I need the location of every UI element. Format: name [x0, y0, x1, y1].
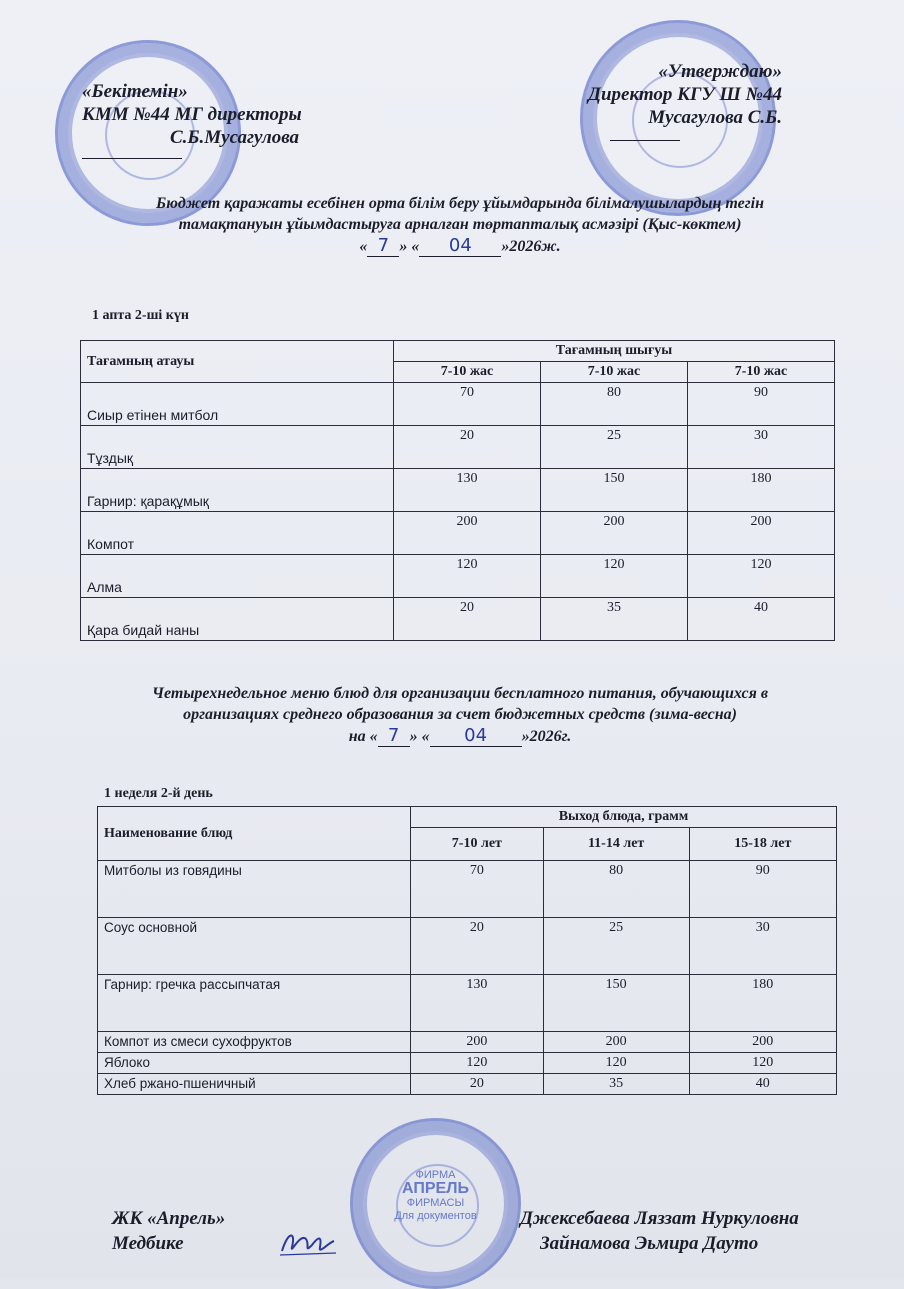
dish-name: Гарнир: гречка рассыпчатая [98, 975, 411, 1032]
stamp-firm-text: ФИРМА [415, 1169, 456, 1181]
approval-ru-position: Директор КГУ Ш №44 [588, 84, 782, 105]
table-row [98, 975, 837, 1032]
approval-block-kz [82, 80, 302, 149]
dish-name: Гарнир: қарақұмық [81, 469, 394, 512]
table-row [81, 469, 835, 512]
portion-value: 200 [688, 512, 835, 555]
dish-name: Тұздық [81, 426, 394, 469]
dish-name: Соус основной [98, 918, 411, 975]
approval-ru-heading: «Утверждаю» [658, 61, 782, 82]
nurse-title: Медбике [112, 1233, 184, 1254]
portion-value: 200 [543, 1032, 689, 1053]
table-row [98, 1053, 837, 1074]
portion-value: 150 [543, 975, 689, 1032]
dish-name: Яблоко [98, 1053, 411, 1074]
portion-value: 20 [394, 426, 541, 469]
approval-ru-name: Мусагулова С.Б. [648, 107, 782, 128]
table-row [98, 918, 837, 975]
portion-value: 90 [688, 383, 835, 426]
approval-block-ru [588, 60, 782, 129]
stamp-docs-text: Для документов [394, 1210, 477, 1222]
stamp-company-name: АПРЕЛЬ [402, 1180, 469, 1197]
handwritten-signature [278, 1225, 338, 1267]
date-kz-prefix: « [359, 238, 368, 255]
dish-name: Қара бидай наны [81, 598, 394, 641]
signature-line-left [82, 158, 182, 159]
portion-value: 20 [411, 1074, 544, 1095]
table-row [81, 598, 835, 641]
signature-block-right [520, 1206, 799, 1256]
table-row [98, 861, 837, 918]
portion-value: 120 [541, 555, 688, 598]
date-ru-day: 7 [378, 725, 410, 747]
title-kz [60, 193, 860, 257]
portion-value: 180 [688, 469, 835, 512]
header-age-col: 7-10 жас [394, 362, 541, 383]
week-label-kz: 1 апта 2-ші күн [92, 308, 189, 323]
menu-table-ru [97, 806, 837, 1095]
dish-name: Митболы из говядины [98, 861, 411, 918]
portion-value: 70 [394, 383, 541, 426]
header-dish-name-kz: Тағамның атауы [81, 341, 394, 383]
portion-value: 25 [541, 426, 688, 469]
header-age-col: 11-14 лет [543, 828, 689, 861]
company-name: ЖК «Апрель» [112, 1208, 226, 1229]
signer-name-1: Джексебаева Ляззат Нуркуловна [520, 1208, 799, 1229]
menu-table-kz [80, 340, 835, 641]
portion-value: 200 [689, 1032, 836, 1053]
header-age-col: 15-18 лет [689, 828, 836, 861]
portion-value: 90 [689, 861, 836, 918]
header-age-col: 7-10 лет [411, 828, 544, 861]
dish-name: Компот [81, 512, 394, 555]
header-yield-ru: Выход блюда, грамм [411, 807, 837, 828]
date-ru-suffix: »2026г. [521, 728, 572, 745]
title-kz-line1: Бюджет қаражаты есебінен орта білім беру ұйымдарында білімалушылардың тегін [156, 195, 764, 212]
portion-value: 40 [688, 598, 835, 641]
title-ru-line2: организациях среднего образования за счет бюджетных средств (зима-весна) [183, 706, 737, 723]
portion-value: 120 [543, 1053, 689, 1074]
signature-line-right [610, 140, 680, 141]
title-ru [60, 683, 860, 747]
portion-value: 20 [411, 918, 544, 975]
date-kz-mid: » « [399, 238, 420, 255]
title-kz-line2: тамақтануын ұйымдастыруға арналған төртапталық асмәзірі (Қыс-көктем) [178, 216, 742, 233]
title-ru-line1: Четырехнедельное меню блюд для организации бесплатного питания, обучающихся в [152, 685, 768, 702]
date-ru-mid: » « [409, 728, 430, 745]
table-row [98, 1074, 837, 1095]
date-ru-prefix: на « [348, 728, 378, 745]
date-line-ru [60, 725, 860, 747]
portion-value: 150 [541, 469, 688, 512]
dish-name: Алма [81, 555, 394, 598]
signer-name-2: Зайнамова Эьмира Даутo [540, 1233, 759, 1254]
header-age-col: 7-10 жас [688, 362, 835, 383]
table-row [81, 426, 835, 469]
portion-value: 35 [541, 598, 688, 641]
approval-kz-heading: «Бекітемін» [82, 81, 188, 102]
header-dish-name-ru: Наименование блюд [98, 807, 411, 861]
portion-value: 25 [543, 918, 689, 975]
portion-value: 200 [541, 512, 688, 555]
portion-value: 120 [689, 1053, 836, 1074]
date-kz-day: 7 [367, 235, 399, 257]
portion-value: 20 [394, 598, 541, 641]
portion-value: 30 [688, 426, 835, 469]
portion-value: 120 [411, 1053, 544, 1074]
portion-value: 130 [394, 469, 541, 512]
date-kz-suffix: »2026ж. [501, 238, 561, 255]
portion-value: 120 [688, 555, 835, 598]
company-stamp [350, 1118, 521, 1289]
table-row [81, 383, 835, 426]
portion-value: 180 [689, 975, 836, 1032]
portion-value: 130 [411, 975, 544, 1032]
header-yield-kz: Тағамның шығуы [394, 341, 835, 362]
portion-value: 70 [411, 861, 544, 918]
portion-value: 200 [394, 512, 541, 555]
week-label-ru: 1 неделя 2-й день [104, 786, 213, 801]
table-row [98, 1032, 837, 1053]
portion-value: 35 [543, 1074, 689, 1095]
table-row [81, 555, 835, 598]
table-row [81, 512, 835, 555]
signature-block-left [112, 1206, 225, 1256]
approval-kz-name: С.Б.Мусагулова [170, 127, 300, 148]
portion-value: 40 [689, 1074, 836, 1095]
date-kz-month: 04 [419, 235, 501, 257]
portion-value: 120 [394, 555, 541, 598]
dish-name: Хлеб ржано-пшеничный [98, 1074, 411, 1095]
dish-name: Сиыр етінен митбол [81, 383, 394, 426]
date-line-kz [60, 235, 860, 257]
header-age-col: 7-10 жас [541, 362, 688, 383]
portion-value: 80 [543, 861, 689, 918]
dish-name: Компот из смеси сухофруктов [98, 1032, 411, 1053]
portion-value: 30 [689, 918, 836, 975]
date-ru-month: 04 [430, 725, 522, 747]
approval-kz-position: КММ №44 МГ директоры [82, 104, 302, 125]
portion-value: 80 [541, 383, 688, 426]
stamp-firm-kz-text: ФИРМАСЫ [406, 1197, 465, 1209]
portion-value: 200 [411, 1032, 544, 1053]
